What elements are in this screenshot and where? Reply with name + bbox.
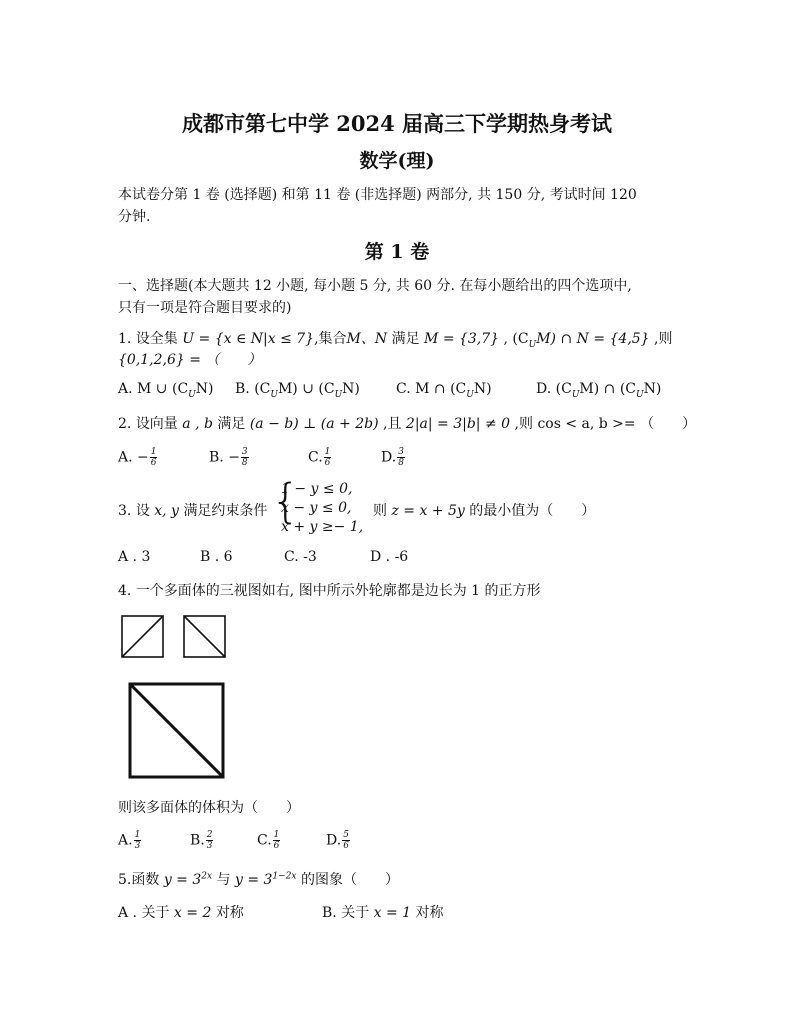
- q3-stem-right: 则 z = x + 5y 的最小值为（ ）: [373, 503, 596, 519]
- instructions-line-1: 一、选择题(本大题共 12 小题, 每小题 5 分, 共 60 分. 在每小题给出的四个选项中,: [118, 278, 632, 294]
- exam-subject: 数学(理): [359, 150, 435, 172]
- q5-option-a: A . 关于 x = 2 对称: [118, 905, 244, 921]
- q3-constraint-2: x − y ≤ 0,: [281, 500, 352, 516]
- q1-line-2: {0,1,2,6} = （ ）: [118, 352, 262, 368]
- q2-option-d: D. $\frac{3}{8}$: [381, 447, 404, 468]
- q4-option-d: D. $\frac{5}{6}$: [326, 830, 349, 851]
- q1-option-d: D. $(C_UM)$ ∩ $(C_UN)$: [536, 381, 662, 400]
- q4-option-a: A. $\frac{1}{3}$: [118, 830, 141, 851]
- q2-option-a: A. − $\frac{1}{6}$: [118, 447, 157, 468]
- q4-option-c: C. $\frac{1}{6}$: [257, 830, 280, 851]
- q5-stem: 5.函数 $y = 3^{2x}$ 与 $y = 3^{1-2x}$ 的图象（ ）: [118, 871, 399, 888]
- q1-option-b: B. $(C_UM)$ ∪ $(C_UN)$: [235, 381, 360, 400]
- section-title: 第 1 卷: [364, 241, 430, 263]
- intro-line-1: 本试卷分第 1 卷 (选择题) 和第 11 卷 (非选择题) 两部分, 共 150 分, 考试时间 120: [118, 187, 637, 203]
- q3-option-c: C. -3: [284, 549, 317, 565]
- q2-option-c: C. $\frac{1}{6}$: [308, 447, 331, 468]
- q4-stem: 4. 一个多面体的三视图如右, 图中所示外轮廓都是边长为 1 的正方形: [118, 583, 541, 599]
- q5-option-b: B. 关于 x = 1 对称: [322, 905, 444, 921]
- q2-option-b: B. − $\frac{3}{8}$: [209, 447, 248, 468]
- top-view: [130, 684, 223, 777]
- q1-line-1: 1. 设全集 U = {x ∈ N|x ≤ 7},集合M、N 满足 M = {3,7} , $(C_UM)$ ∩ N = {4,5} ,则: [118, 331, 673, 350]
- q3-constraint-3: x + y ≥− 1,: [281, 519, 364, 535]
- q4-ask: 则该多面体的体积为（ ）: [118, 800, 300, 816]
- q3-option-d: D . -6: [370, 549, 409, 565]
- q1-option-c: C. M ∩ $(C_UN)$: [396, 381, 492, 400]
- q3-option-a: A . 3: [118, 549, 151, 565]
- q3-constraint-1: 1 − y ≤ 0,: [281, 481, 353, 497]
- side-view: [184, 616, 225, 657]
- q3-constraints: [281, 480, 363, 537]
- q3-option-b: B . 6: [200, 549, 233, 565]
- q1-option-a: A. M ∪ $(C_UN)$: [118, 381, 214, 400]
- q3-brace: {: [271, 474, 301, 528]
- q2-stem: 2. 设向量 a , b 满足 (a − b) ⊥ (a + 2b) ,且 2|a| = 3|b| ≠ 0 ,则 cos < a, b >= （ ）: [118, 416, 697, 432]
- q4-option-b: B. $\frac{2}{3}$: [190, 830, 213, 851]
- q3-stem-left: 3. 设 x, y 满足约束条件: [118, 503, 268, 519]
- exam-title: 成都市第七中学 2024 届高三下学期热身考试: [181, 111, 613, 136]
- three-view-figure: [118, 610, 238, 785]
- front-view: [122, 616, 163, 657]
- intro-line-2: 分钟.: [118, 209, 151, 225]
- instructions-line-2: 只有一项是符合题目要求的): [118, 300, 292, 316]
